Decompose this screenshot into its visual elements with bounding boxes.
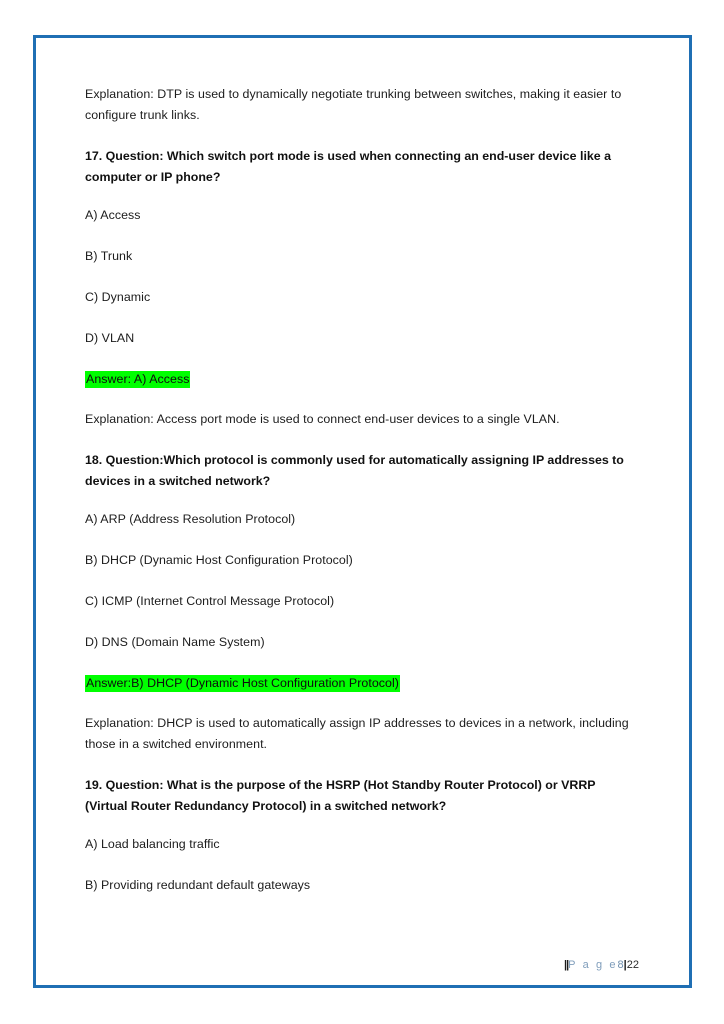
- page-footer: [564, 958, 639, 972]
- question-17-option-d: D) VLAN: [85, 331, 135, 345]
- footer-separator: |: [623, 959, 627, 971]
- footer-bars: ||: [564, 959, 569, 971]
- footer-page-number: 8: [617, 959, 624, 971]
- question-18-option-d: D) DNS (Domain Name System): [85, 635, 265, 649]
- footer-total-pages: 22: [626, 959, 639, 971]
- question-18-option-c: C) ICMP (Internet Control Message Protocol): [85, 594, 335, 608]
- question-17-heading: 17. Question: Which switch port mode is used when connecting an end-user device like a computer or IP phone?: [85, 149, 612, 184]
- question-19-heading: 19. Question: What is the purpose of the HSRP (Hot Standby Router Protocol) or VRRP (Virtual Router Redundancy Protocol) in a switched network?: [85, 778, 596, 813]
- question-19-option-b: B) Providing redundant default gateways: [85, 878, 311, 892]
- answer-highlight: Answer:B) DHCP (Dynamic Host Configuration Protocol): [86, 676, 399, 690]
- question-18-option-b: B) DHCP (Dynamic Host Configuration Protocol): [85, 553, 353, 567]
- question-18-explanation: Explanation: DHCP is used to automatically assign IP addresses to devices in a network, including those in a switched environment.: [85, 716, 629, 751]
- document-body: [85, 84, 641, 916]
- question-17-answer: [85, 369, 641, 390]
- question-17-explanation: Explanation: Access port mode is used to connect end-user devices to a single VLAN.: [85, 412, 560, 426]
- explanation-paragraph: Explanation: DTP is used to dynamically negotiate trunking between switches, making it easier to configure trunk links.: [85, 87, 622, 122]
- question-18-heading: 18. Question:Which protocol is commonly used for automatically assigning IP addresses to devices in a switched network?: [85, 453, 624, 488]
- question-18-option-a: A) ARP (Address Resolution Protocol): [85, 512, 296, 526]
- question-19-option-a: A) Load balancing traffic: [85, 837, 220, 851]
- question-17-option-a: A) Access: [85, 208, 141, 222]
- answer-highlight: Answer: A) Access: [86, 372, 190, 386]
- question-17-option-c: C) Dynamic: [85, 290, 151, 304]
- footer-page-label: P a g e: [568, 959, 618, 971]
- question-18-answer: [85, 673, 641, 694]
- question-17-option-b: B) Trunk: [85, 249, 133, 263]
